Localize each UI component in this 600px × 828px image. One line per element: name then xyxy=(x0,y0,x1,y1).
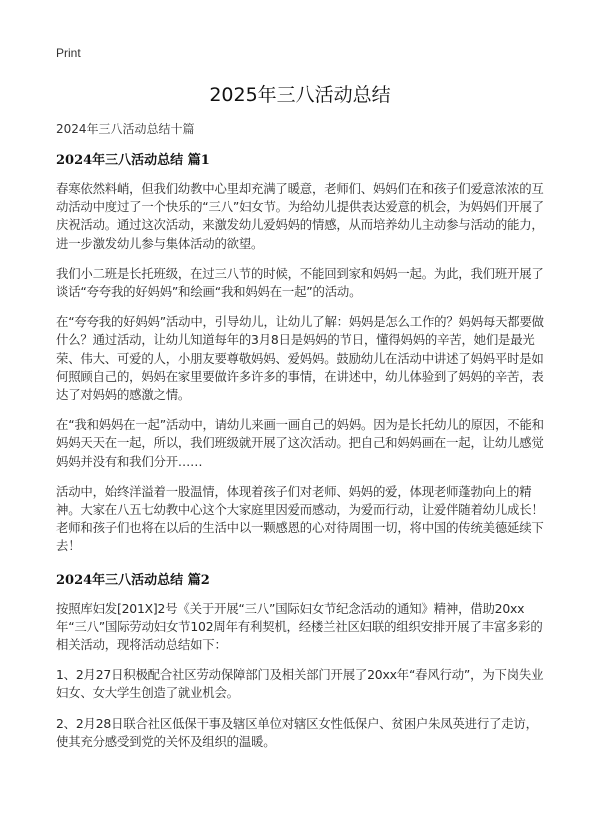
paragraph: 在“我和妈妈在一起”活动中，请幼儿来画一画自己的妈妈。因为是长托幼儿的原因，不能和妈妈天天在一起，所以，我们班级就开展了这次活动。把自己和妈妈画在一起，让幼儿感觉妈妈并没有和我们分开…… xyxy=(56,417,544,469)
paragraph: 活动中，始终洋溢着一股温情，体现着孩子们对老师、妈妈的爱，体现老师蓬勃向上的精神。大家在八五七幼教中心这个大家庭里因爱而感动，为爱而行动，让爱伴随着幼儿成长！老师和孩子们也将在以后的生活中以一颗感恩的心对待周围一切，将中国的传统美德延续下去！ xyxy=(56,483,544,554)
print-link[interactable]: Print xyxy=(56,46,81,60)
paragraph: 我们小二班是长托班级，在过三八节的时候，不能回到家和妈妈一起。为此，我们班开展了谈话“夸夸我的好妈妈”和绘画“我和妈妈在一起”的活动。 xyxy=(56,265,544,300)
paragraph: 在“夸夸我的好妈妈”活动中，引导幼儿，让幼儿了解：妈妈是怎么工作的？妈妈每天都要做什么？通过活动，让幼儿知道每年的3月8日是妈妈的节日，懂得妈妈的辛苦，她们是最光荣、伟大、可爱的人，小朋友要尊敬妈妈、爱妈妈。鼓励幼儿在活动中讲述了妈妈平时是如何照顾自己的，妈妈在家里要做许多许多的事情，在讲述中，幼儿体验到了妈妈的辛苦，表达了对妈妈的感激之情。 xyxy=(56,314,544,403)
document-title: 2025年三八活动总结 xyxy=(209,84,391,106)
document-subtitle: 2024年三八活动总结十篇 xyxy=(56,122,195,136)
section-1 xyxy=(56,152,548,556)
paragraph: 1、2月27日积极配合社区劳动保障部门及相关部门开展了20xx年“春风行动”，为下岗失业妇女、女大学生创造了就业机会。 xyxy=(56,667,544,701)
paragraph: 2、2月28日联合社区低保干事及辖区单位对辖区女性低保户、贫困户朱凤英进行了走访，使其充分感受到党的关怀及组织的温暖。 xyxy=(56,715,538,749)
paragraph: 春寒依然料峭，但我们幼教中心里却充满了暖意，老师们、妈妈们在和孩子们爱意浓浓的互动活动中度过了一个快乐的“三八”妇女节。为给幼儿提供表达爱意的机会，为妈妈们开展了庆祝活动。通过这次活动，来激发幼儿爱妈妈的情感，从而培养幼儿主动参与活动的能力，进一步激发幼儿参与集体活动的欲望。 xyxy=(56,181,544,251)
document-body xyxy=(56,120,548,763)
section-heading: 2024年三八活动总结 篇2 xyxy=(56,572,210,588)
section-2 xyxy=(56,572,548,751)
section-heading: 2024年三八活动总结 篇1 xyxy=(56,153,210,168)
paragraph: 按照库妇发[201X]2号《关于开展“三八”国际妇女节纪念活动的通知》精神，借助20xx年“三八”国际劳动妇女节102周年有利契机，经楼兰社区妇联的组织安排开展了丰富多彩的相关活动，现将活动总结如下： xyxy=(56,600,543,653)
